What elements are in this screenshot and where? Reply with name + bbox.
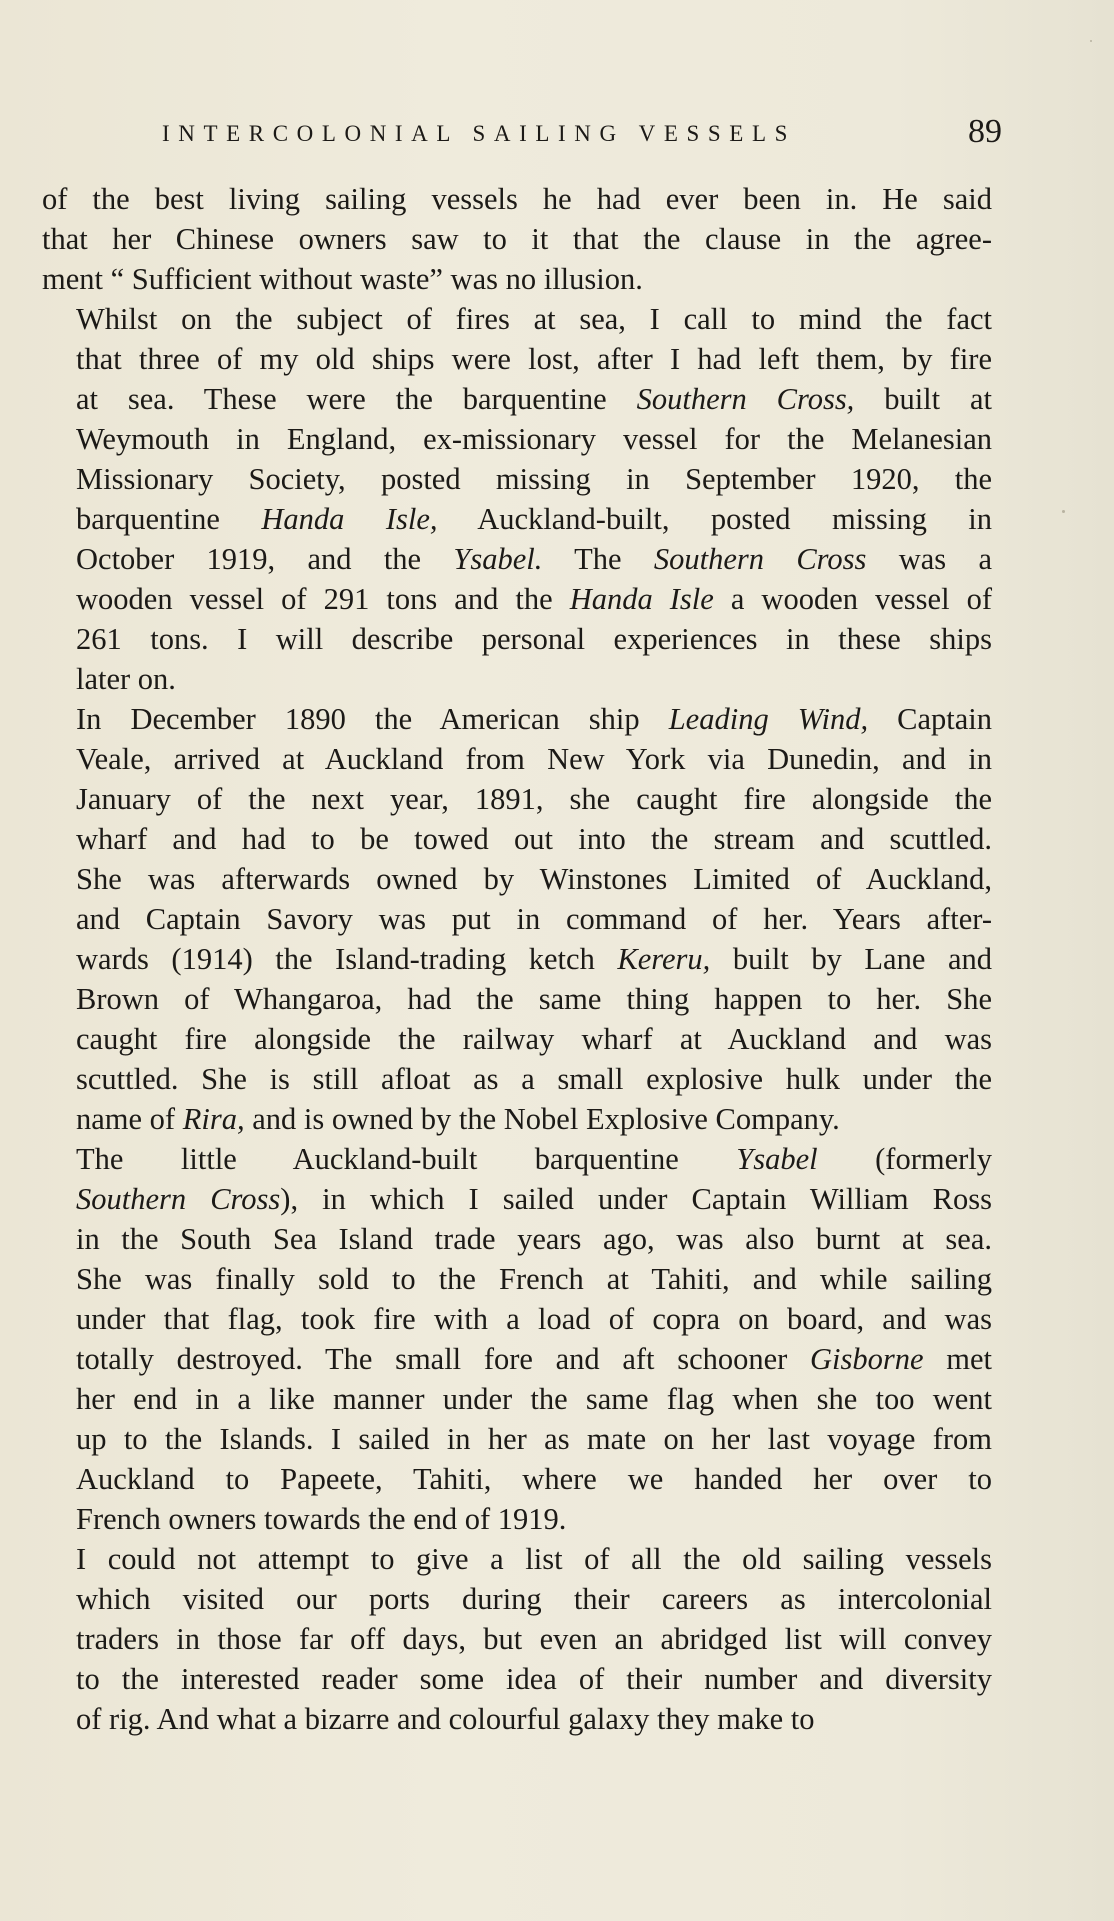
text-line: at sea. These were the barquentine Southern Cross, built at xyxy=(76,382,992,416)
italic-title: Southern Cross xyxy=(76,1182,281,1216)
text-line: traders in those far off days, but even an abridged list will convey xyxy=(76,1622,992,1656)
running-head xyxy=(42,113,1002,163)
italic-title: Ysabel xyxy=(736,1142,818,1176)
text-line: and Captain Savory was put in command of her. Years after- xyxy=(76,902,992,936)
text-line: name of Rira, and is owned by the Nobel Explosive Company. xyxy=(76,1102,840,1136)
text-line: Southern Cross), in which I sailed under Captain William Ross xyxy=(76,1182,993,1216)
italic-title: Southern Cross, xyxy=(636,382,855,416)
paragraph xyxy=(42,1539,992,1739)
italic-title: Handa Isle xyxy=(569,582,714,616)
paragraph xyxy=(42,179,992,299)
text-line: to the interested reader some idea of their number and diversity xyxy=(76,1662,992,1696)
paragraph xyxy=(42,299,992,699)
text-line: She was finally sold to the French at Tahiti, and while sailing xyxy=(76,1262,992,1296)
text-line: Missionary Society, posted missing in September 1920, the xyxy=(76,462,992,496)
italic-title: Rira, xyxy=(182,1102,245,1136)
text-line: of the best living sailing vessels he had ever been in. He said xyxy=(42,182,992,216)
text-line: caught fire alongside the railway wharf at Auckland and was xyxy=(76,1022,992,1056)
paragraph xyxy=(42,699,992,1139)
text-line: wards (1914) the Island-trading ketch Kereru, built by Lane and xyxy=(76,942,992,976)
paper-speck xyxy=(1090,40,1092,42)
text-line: barquentine Handa Isle, Auckland-built, posted missing in xyxy=(76,502,992,536)
text-line: Brown of Whangaroa, had the same thing happen to her. She xyxy=(76,982,992,1016)
italic-title: Southern Cross xyxy=(653,542,867,576)
text-line: scuttled. She is still afloat as a small explosive hulk under the xyxy=(76,1062,992,1096)
text-line: wooden vessel of 291 tons and the Handa Isle a wooden vessel of xyxy=(76,582,992,616)
italic-title: Ysabel. xyxy=(453,542,543,576)
text-line: In December 1890 the American ship Leading Wind, Captain xyxy=(76,702,992,736)
text-line: later on. xyxy=(76,662,176,696)
text-line: 261 tons. I will describe personal experiences in these ships xyxy=(76,622,992,656)
text-line: She was afterwards owned by Winstones Limited of Auckland, xyxy=(76,862,992,896)
italic-title: Kereru, xyxy=(617,942,711,976)
text-line: totally destroyed. The small fore and aft schooner Gisborne met xyxy=(76,1342,992,1376)
text-line: The little Auckland-built barquentine Ysabel (formerly xyxy=(76,1142,992,1176)
text-line: Auckland to Papeete, Tahiti, where we handed her over to xyxy=(76,1462,992,1496)
text-line: that three of my old ships were lost, after I had left them, by fire xyxy=(76,342,992,376)
text-line: January of the next year, 1891, she caught fire alongside the xyxy=(76,782,992,816)
text-line: Weymouth in England, ex-missionary vessel for the Melanesian xyxy=(76,422,992,456)
text-line: French owners towards the end of 1919. xyxy=(76,1502,567,1536)
text-line: up to the Islands. I sailed in her as mate on her last voyage from xyxy=(76,1422,992,1456)
italic-title: Leading Wind, xyxy=(668,702,869,736)
page-number: 89 xyxy=(968,113,1002,150)
text-line: under that flag, took fire with a load of copra on board, and was xyxy=(76,1302,992,1336)
running-title: INTERCOLONIAL SAILING VESSELS xyxy=(162,121,796,146)
text-line: her end in a like manner under the same flag when she too went xyxy=(76,1382,992,1416)
italic-title: Gisborne xyxy=(810,1342,924,1376)
text-line: in the South Sea Island trade years ago, was also burnt at sea. xyxy=(76,1222,992,1256)
text-line: Veale, arrived at Auckland from New York via Dunedin, and in xyxy=(76,742,992,776)
italic-title: Handa Isle, xyxy=(261,502,438,536)
text-line: Whilst on the subject of fires at sea, I call to mind the fact xyxy=(76,302,992,336)
text-line: October 1919, and the Ysabel. The Southern Cross was a xyxy=(76,542,992,576)
paragraph xyxy=(42,1139,992,1539)
text-line: of rig. And what a bizarre and colourful galaxy they make to xyxy=(76,1702,815,1736)
text-line: ment “ Sufficient without waste” was no illusion. xyxy=(42,262,643,296)
text-line: that her Chinese owners saw to it that the clause in the agree- xyxy=(42,222,992,256)
text-line: which visited our ports during their careers as intercolonial xyxy=(76,1582,992,1616)
paper-speck xyxy=(1062,510,1065,513)
body-text xyxy=(42,179,992,1739)
text-line: wharf and had to be towed out into the stream and scuttled. xyxy=(76,822,992,856)
text-line: I could not attempt to give a list of all the old sailing vessels xyxy=(76,1542,992,1576)
